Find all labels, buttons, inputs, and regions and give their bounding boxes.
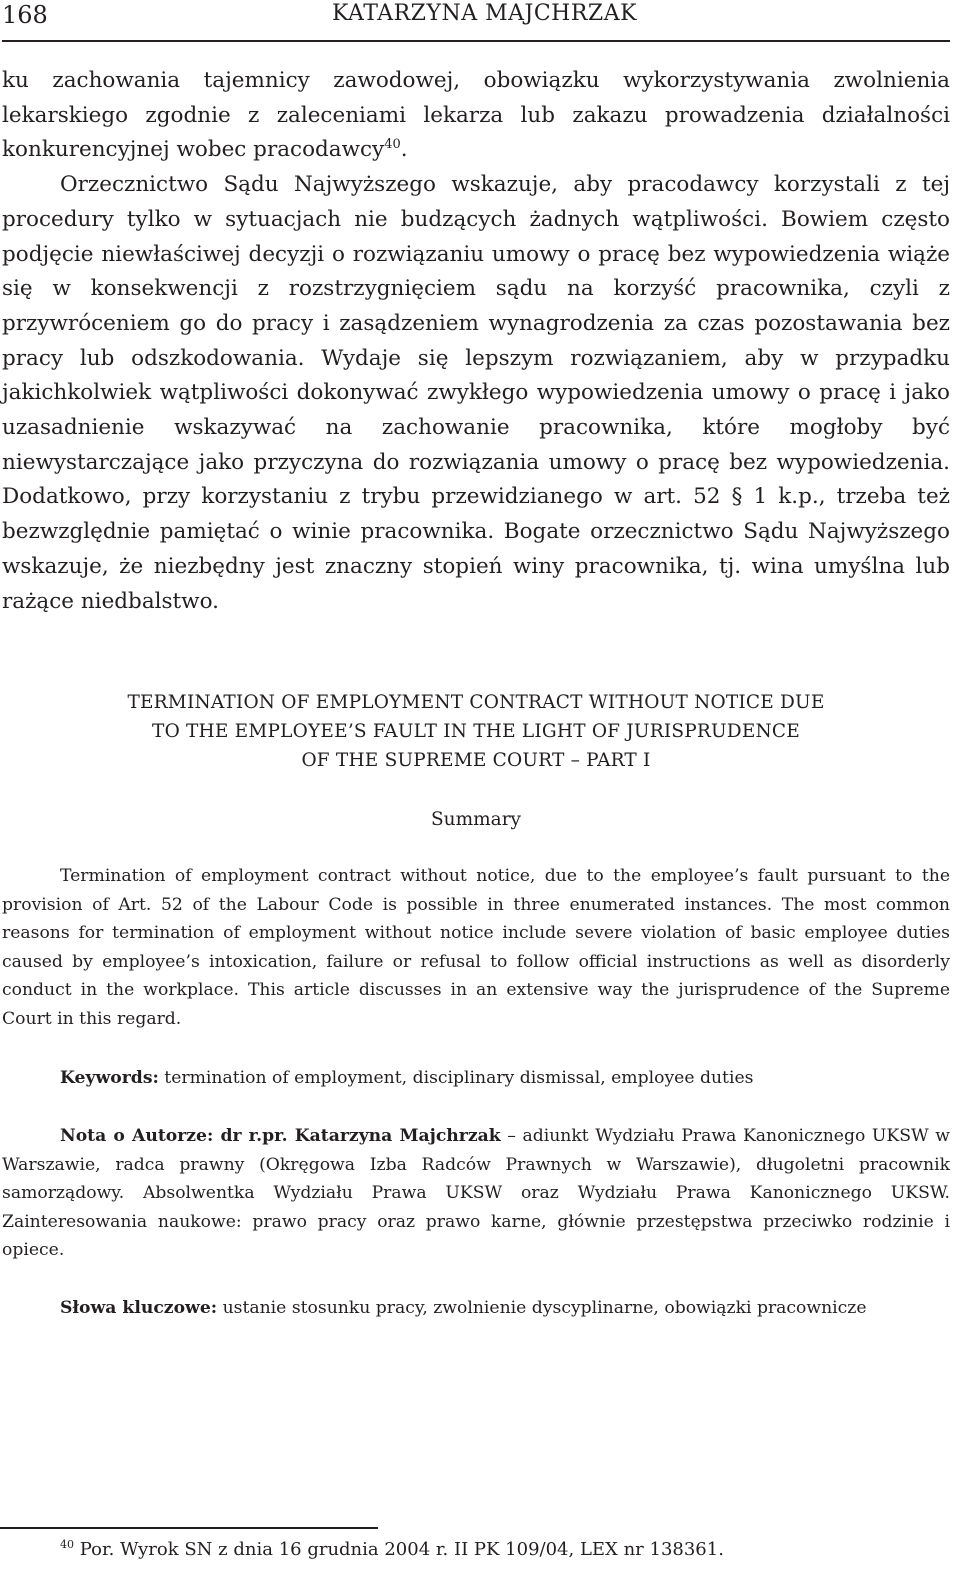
page-number: 168 bbox=[2, 1, 48, 29]
polish-keywords-line bbox=[2, 1294, 950, 1323]
keywords-text: termination of employment, disciplinary dismissal, employee duties bbox=[158, 1068, 754, 1088]
author-note-text: – adiunkt Wydziału Prawa Kanonicznego UKSW w Warszawie, radca prawny (Okręgowa Izba Radców Prawnych w Warszawie), długoletni pracownik samorządowy. Absolwentka Wydziału Prawa UKSW oraz Wydziału Prawa Kanonicznego UKSW. Zainteresowania naukowe: prawo pracy oraz prawo karne, głównie przestępstwa przeciwko rodzinie i opiece. bbox=[2, 1126, 951, 1261]
author-note-label: Nota o Autorze: dr r.pr. Katarzyna Majchrzak bbox=[60, 1126, 501, 1146]
polish-keywords-label: Słowa kluczowe: bbox=[60, 1298, 218, 1318]
running-head-author: KATARZYNA MAJCHRZAK bbox=[332, 1, 638, 26]
body-paragraph-2: Orzecznictwo Sądu Najwyższego wskazuje, aby pracodawcy korzystali z tej procedury tylko w sytuacjach nie budzących żadnych wątpliwości. Bowiem często podjęcie niewłaściwej decyzji o rozwiązaniu umowy o pracę bez wypowiedzenia wiąże się w konsekwencji z rozstrzygnięciem sądu na korzyść pracownika, czyli z przywróceniem go do pracy i zasądzeniem wynagrodzenia za czas pozostawania bez pracy lub odszkodowania. Wydaje się lepszym rozwiązaniem, aby w przypadku jakichkolwiek wątpliwości dokonywać zwykłego wypowiedzenia umowy o pracę i jako uzasadnienie wskazywać na zachowanie pracownika, które mogłoby być niewystarczające jako przyczyna do rozwiązania umowy o pracę bez wypowiedzenia. Dodatkowo, przy korzystaniu z trybu przewidzianego w art. 52 § 1 k.p., trzeba też bezwzględnie pamiętać o winie pracownika. Bogate orzecznictwo Sądu Najwyższego wskazuje, że niezbędny jest znaczny stopień winy pracownika, tj. wina umyślna lub rażące niedbalstwo. bbox=[2, 172, 950, 614]
english-title-line-3: OF THE SUPREME COURT – PART I bbox=[301, 750, 651, 771]
page-header bbox=[2, 0, 950, 42]
footnote-number: 40 bbox=[60, 1538, 74, 1551]
summary-heading: Summary bbox=[431, 809, 521, 830]
keywords-label: Keywords: bbox=[60, 1068, 159, 1088]
english-title-line-1: TERMINATION OF EMPLOYMENT CONTRACT WITHOUT NOTICE DUE bbox=[127, 692, 825, 713]
author-note bbox=[2, 1122, 950, 1265]
body-paragraph-1-end: . bbox=[400, 137, 408, 163]
body-paragraph-1-text: ku zachowania tajemnicy zawodowej, obowiązku wykorzystywania zwolnienia lekarskiego zgodnie z zaleceniami lekarza lub zakazu prowadzenia działalności konkurencyjnej wobec pracodawcy bbox=[2, 68, 950, 163]
footnote-divider bbox=[0, 1527, 378, 1529]
english-article-title bbox=[2, 688, 950, 775]
footnote-reference-40: 40 bbox=[384, 137, 401, 153]
summary-text: Termination of employment contract without notice, due to the employee’s fault pursuant to the provision of Art. 52 of the Labour Code is possible in three enumerated instances. The most common reasons for termination of employment without notice include severe violation of basic employee duties caused by employee’s intoxication, failure or refusal to follow official instructions as well as disorderly conduct in the workplace. This article discusses in an extensive way the jurisprudence of the Supreme Court in this regard. bbox=[2, 866, 950, 1029]
footnote-40 bbox=[60, 1536, 724, 1564]
footnote-text: Por. Wyrok SN z dnia 16 grudnia 2004 r. II PK 109/04, LEX nr 138361. bbox=[74, 1539, 724, 1560]
keywords-line bbox=[2, 1064, 950, 1093]
english-title-line-2: TO THE EMPLOYEE’S FAULT IN THE LIGHT OF JURISPRUDENCE bbox=[152, 721, 800, 742]
polish-keywords-text: ustanie stosunku pracy, zwolnienie dyscyplinarne, obowiązki pracownicze bbox=[217, 1298, 867, 1318]
main-body-text bbox=[2, 64, 950, 619]
body-paragraph-1 bbox=[2, 64, 950, 168]
